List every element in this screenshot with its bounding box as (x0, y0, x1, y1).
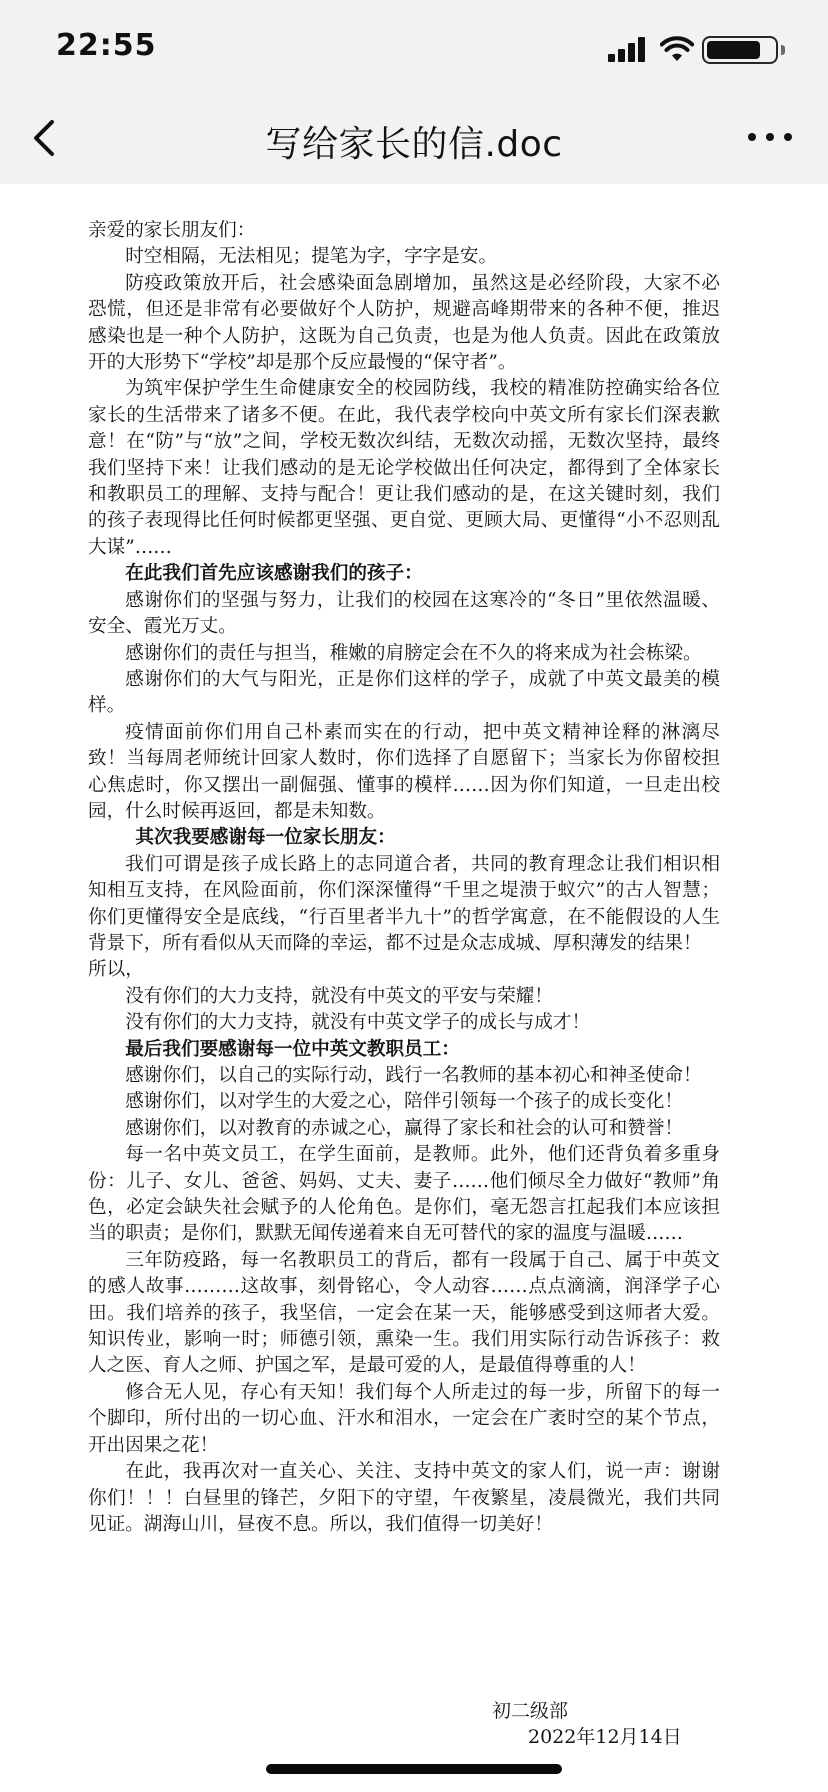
document-content (0, 184, 828, 1792)
letter-paragraph: 亲爱的家长朋友们： (88, 220, 256, 241)
letter-paragraph: 感谢你们的大气与阳光，正是你们这样的学子，成就了中英文最美的模样。 (88, 668, 720, 717)
signature-department: 初二级部 (492, 1700, 569, 1722)
status-icons (588, 36, 788, 62)
letter-paragraph: 感谢你们的责任与担当，稚嫩的肩膀定会在不久的将来成为社会栋梁。 (125, 642, 702, 664)
letter-paragraph: 所以， (88, 959, 144, 981)
letter-paragraph: 在此，我再次对一直关心、关注、支持中英文的家人们，说一声：谢谢你们！！！白昼里的锋芒，夕阳下的守望，午夜繁星，凌晨微光，我们共同见证。湖海山川，昼夜不息。所以，我们值得一切美好！ (88, 1461, 720, 1535)
battery-icon (702, 36, 788, 64)
letter-paragraph: 没有你们的大力支持，就没有中英文的平安与荣耀！ (125, 985, 553, 1007)
letter-paragraph: 防疫政策放开后，社会感染面急剧增加，虽然这是必经阶段，大家不必恐慌，但还是非常有必要做好个人防护，规避高峰期带来的各种不便，推迟感染也是一种个人防护，这既为自己负责，也是为他人负责。因此在政策放开的大形势下“学校”却是那个反应最慢的“保守者”。 (88, 272, 720, 374)
section-heading: 最后我们要感谢每一位中英文教职员工： (125, 1038, 460, 1060)
wifi-icon (660, 35, 694, 63)
letter-paragraph: 时空相隔，无法相见；提笔为字，字字是安。 (125, 246, 498, 268)
navigation-bar (0, 92, 828, 184)
section-heading: 在此我们首先应该感谢我们的孩子： (125, 563, 423, 585)
letter-paragraph: 每一名中英文员工，在学生面前，是教师。此外，他们还背负着多重身份：儿子、女儿、爸爸、妈妈、丈夫、妻子……他们倾尽全力做好“教师”角色，必定会缺失社会赋予的人伦角色。是你们，毫无怨言扛起我们本应该担当的职责；是你们，默默无闻传递着来自无可替代的家的温度与温暖…… (88, 1144, 720, 1245)
letter-paragraph: 修合无人见，存心有天知！我们每个人所走过的每一步，所留下的每一个脚印，所付出的一切心血、汗水和泪水，一定会在广袤时空的某个节点，开出因果之花！ (88, 1381, 720, 1456)
letter-paragraph: 感谢你们，以对学生的大爱之心，陪伴引领每一个孩子的成长变化！ (125, 1091, 684, 1113)
status-time: 22:55 (56, 28, 157, 63)
letter-paragraph: 感谢你们，以自己的实际行动，践行一名教师的基本初心和神圣使命！ (125, 1065, 702, 1086)
letter-paragraph: 疫情面前你们用自己朴素而实在的行动，把中英文精神诠释的淋漓尽致！当每周老师统计回家人数时，你们选择了自愿留下；当家长为你留校担心焦虑时，你又摆出一副倔强、懂事的模样……因为你们知道，一旦走出校园，什么时候再返回，都是未知数。 (88, 721, 720, 822)
more-options-icon[interactable] (748, 122, 792, 152)
section-heading: 其次我要感谢每一位家长朋友： (135, 827, 396, 849)
letter-paragraph: 感谢你们，以对教育的赤诚之心，赢得了家长和社会的认可和赞誉！ (125, 1117, 684, 1139)
letter-paragraph: 我们可谓是孩子成长路上的志同道合者，共同的教育理念让我们相识相知相互支持，在风险面前，你们深深懂得“千里之堤溃于蚁穴”的古人智慧；你们更懂得安全是底线，“行百里者半九十”的哲学寓意，在不能假设的人生背景下，所有看似从天而降的幸运，都不过是众志成城、厚积薄发的结果！ (88, 853, 720, 954)
letter-paragraph: 没有你们的大力支持，就没有中英文学子的成长与成才！ (125, 1012, 591, 1034)
letter-paragraph: 三年防疫路，每一名教职员工的背后，都有一段属于自己、属于中英文的感人故事………这故事，刻骨铭心，令人动容……点点滴滴，润泽学子心田。我们培养的孩子，我坚信，一定会在某一天，能够感受到这师者大爱。知识传业，影响一时；师德引领，熏染一生。我们用实际行动告诉孩子：救人之医、育人之师、护国之军，是最可爱的人，是最值得尊重的人！ (88, 1249, 720, 1377)
letter-body (88, 218, 720, 1538)
signature-date: 2022年12月14日 (528, 1726, 682, 1748)
letter-paragraph: 感谢你们的坚强与努力，让我们的校园在这寒冷的“冬日”里依然温暖、安全、霞光万丈。 (88, 589, 720, 638)
letter-paragraph: 为筑牢保护学生生命健康安全的校园防线，我校的精准防控确实给各位家长的生活带来了诸多不便。在此，我代表学校向中英文所有家长们深表歉意！在“防”与“放”之间，学校无数次纠结，无数次动摇，无数次坚持，最终我们坚持下来！让我们感动的是无论学校做出任何决定，都得到了全体家长和教职员工的理解、支持与配合！更让我们感动的是，在这关键时刻，我们的孩子表现得比任何时候都更坚强、更自觉、更顾大局、更懂得“小不忍则乱大谋”…… (88, 378, 720, 558)
home-indicator[interactable] (266, 1764, 562, 1774)
document-title: 写给家长的信.doc (265, 124, 563, 165)
status-bar (0, 0, 828, 92)
cellular-signal-icon (608, 36, 648, 62)
